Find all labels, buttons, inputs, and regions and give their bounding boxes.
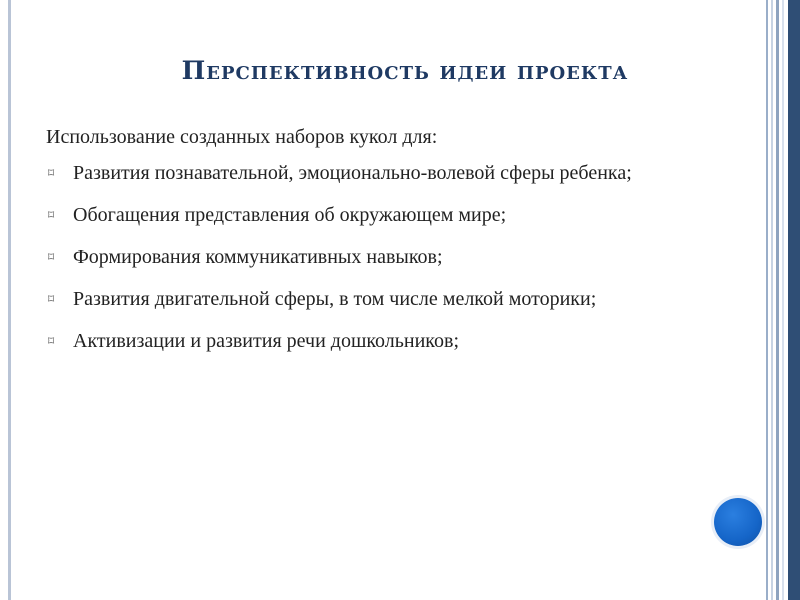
list-item — [46, 242, 746, 272]
right-border-band — [788, 0, 800, 600]
list-item — [46, 200, 746, 230]
list-item — [46, 284, 746, 314]
arrow-outline-icon: ⌑ — [48, 250, 55, 264]
list-item-text: Развития познавательной, эмоционально-волевой сферы ребенка; — [73, 162, 632, 184]
intro-text: Использование созданных наборов кукол для: — [46, 126, 438, 148]
list-item-text: Активизации и развития речи дошкольников; — [73, 330, 460, 352]
list-item-text: Обогащения представления об окружающем мире; — [73, 204, 507, 226]
blue-circle-icon[interactable] — [714, 498, 762, 546]
right-border-stripe — [782, 0, 784, 600]
list-item-text: Развития двигательной сферы, в том числе мелкой моторики; — [73, 288, 597, 310]
right-border-stripe — [766, 0, 768, 600]
arrow-outline-icon: ⌑ — [48, 166, 55, 180]
list-item — [46, 158, 746, 188]
list-item — [46, 326, 746, 356]
right-border-stripe — [776, 0, 779, 600]
right-border-stripe — [771, 0, 773, 600]
arrow-outline-icon: ⌑ — [48, 334, 55, 348]
arrow-outline-icon: ⌑ — [48, 208, 55, 222]
slide-content — [46, 122, 746, 368]
bullet-list — [46, 158, 746, 356]
arrow-outline-icon: ⌑ — [48, 292, 55, 306]
left-border-line — [8, 0, 11, 600]
list-item-text: Формирования коммуникативных навыков; — [73, 246, 443, 268]
slide-title: Перспективность идеи проекта — [181, 56, 629, 85]
